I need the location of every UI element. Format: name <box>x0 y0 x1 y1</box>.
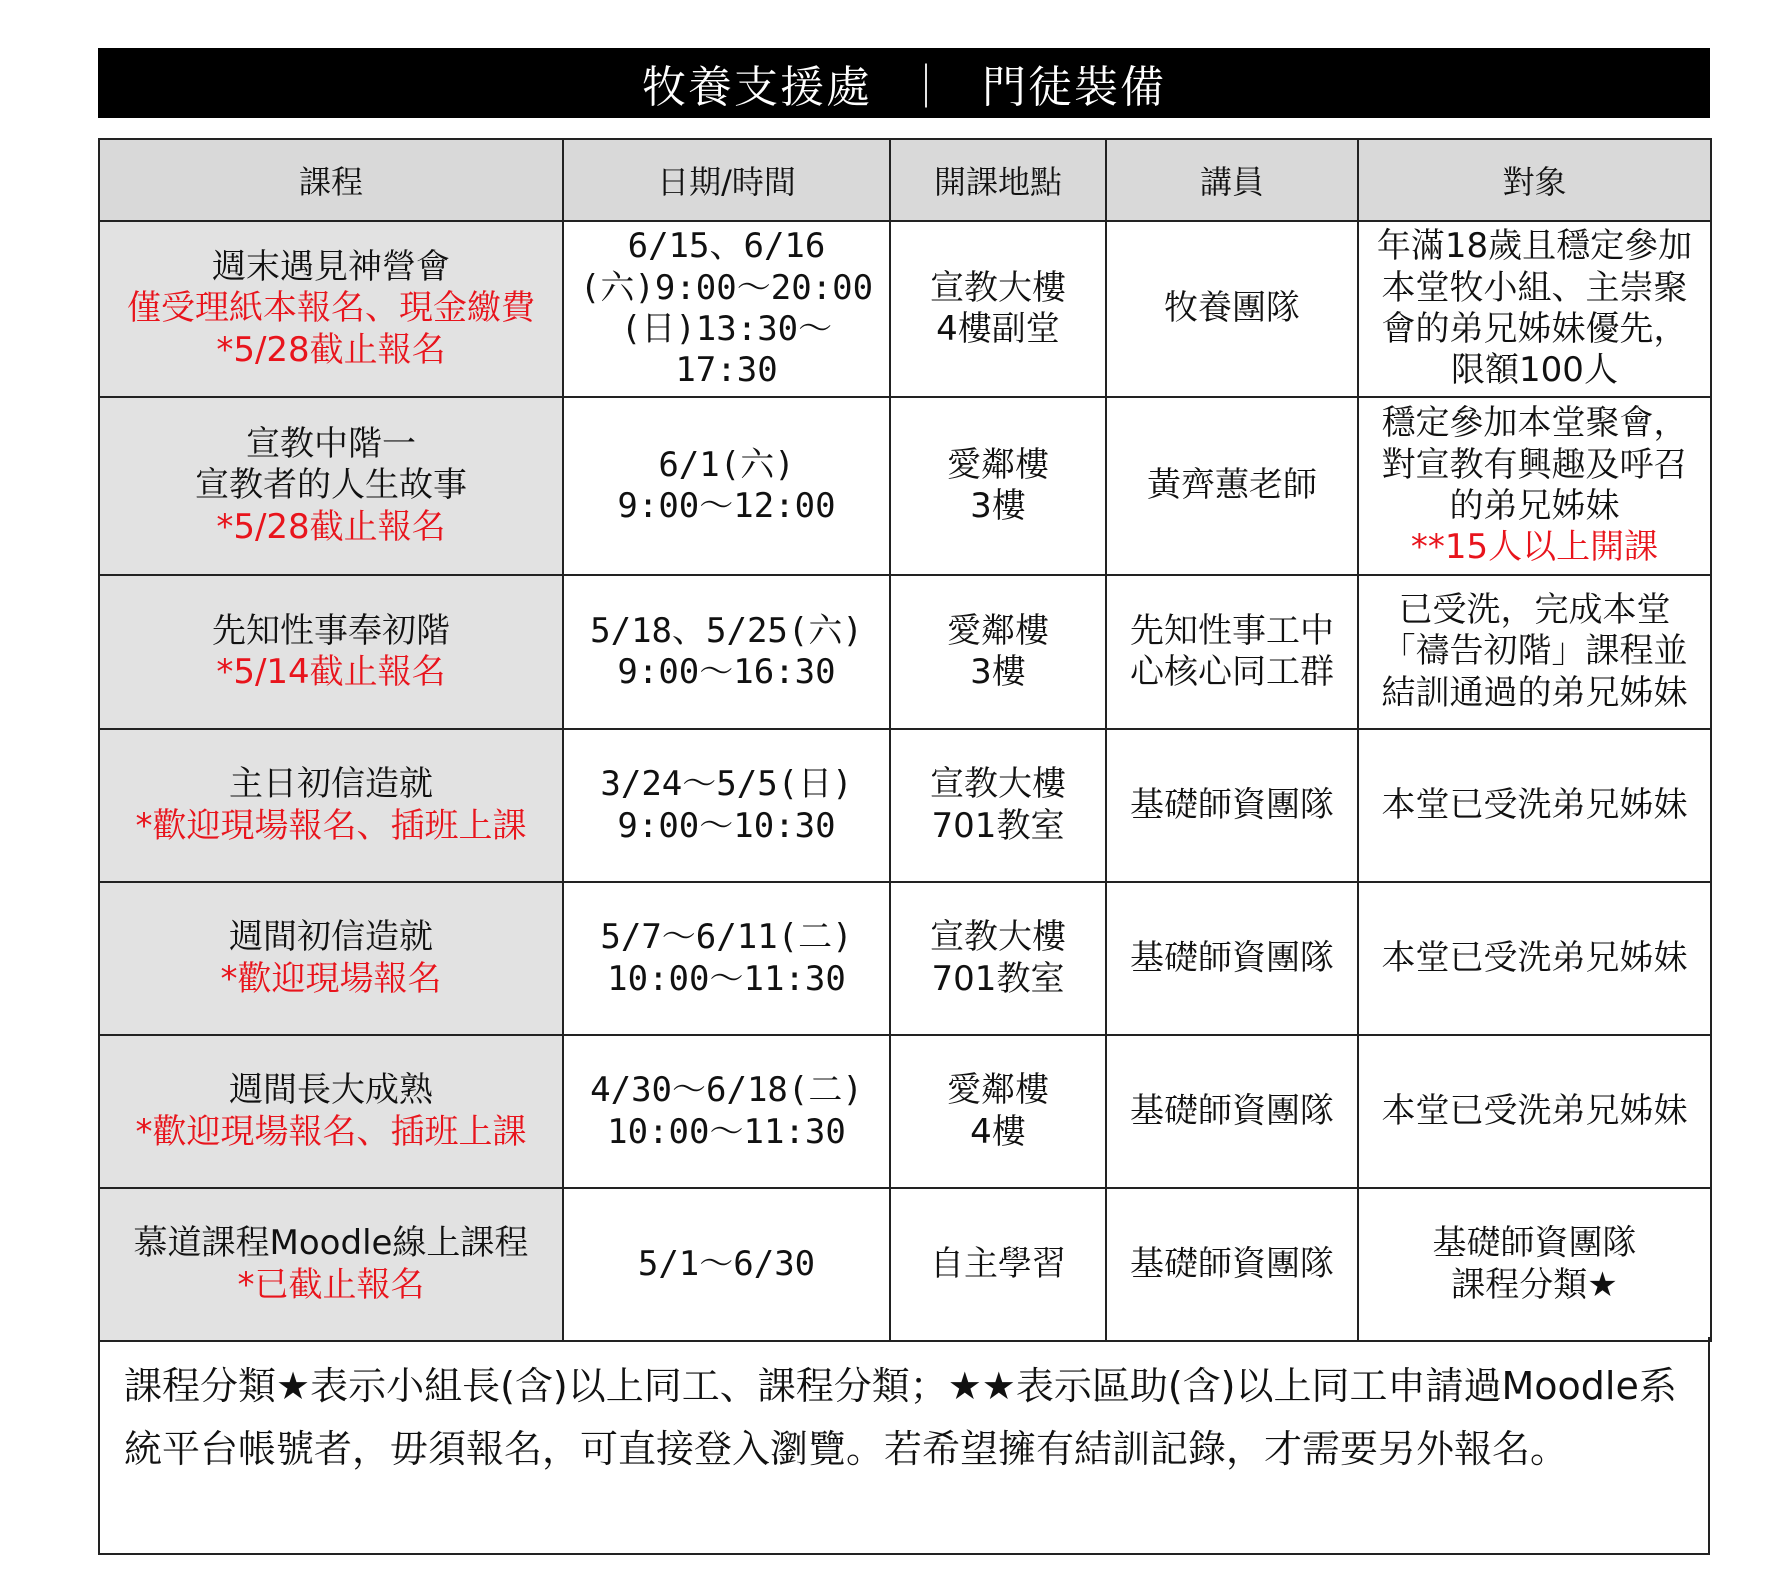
speaker-cell <box>1106 1035 1358 1188</box>
table-row <box>99 882 1711 1035</box>
location-line: 3樓 <box>970 486 1026 526</box>
target-line: 本堂已受洗弟兄姊妹 <box>1381 937 1688 978</box>
location-cell <box>890 729 1106 882</box>
course-cell <box>99 729 563 882</box>
time-cell <box>563 221 890 397</box>
time-cell <box>563 575 890 729</box>
course-note: *已截止報名 <box>237 1264 425 1305</box>
location-line: 自主學習 <box>930 1243 1066 1284</box>
location-cell <box>890 1035 1106 1188</box>
target-line: 結訓通過的弟兄姊妹 <box>1381 672 1688 713</box>
course-note: *歡迎現場報名、插班上課 <box>135 805 527 846</box>
time-line: 10:00～11:30 <box>607 1111 846 1152</box>
course-name: 先知性事奉初階 <box>212 610 450 651</box>
speaker-line: 牧養團隊 <box>1164 288 1300 329</box>
speaker-cell <box>1106 729 1358 882</box>
location-line: 愛鄰樓 <box>947 1070 1049 1111</box>
title-right: 門徒裝備 <box>982 62 1166 113</box>
table-row <box>99 1035 1711 1188</box>
column-header-speaker: 講員 <box>1106 139 1358 221</box>
course-name: 週末遇見神營會 <box>212 246 450 287</box>
target-cell <box>1358 1188 1711 1341</box>
page-title-bar <box>98 48 1710 118</box>
time-line: 9:00～16:30 <box>617 652 836 692</box>
course-cell <box>99 575 563 729</box>
target-line: 穩定參加本堂聚會， <box>1381 403 1688 444</box>
time-line: 6/15、6/16 <box>627 226 826 267</box>
location-line: 愛鄰樓 <box>947 610 1049 651</box>
target-cell <box>1358 575 1711 729</box>
speaker-line: 基礎師資團隊 <box>1130 937 1334 978</box>
location-line: 4樓 <box>970 1111 1026 1152</box>
target-line: 對宣教有興趣及呼召 <box>1381 444 1688 485</box>
speaker-line: 基礎師資團隊 <box>1130 1243 1334 1284</box>
time-line: 9:00～12:00 <box>617 486 836 526</box>
table-row <box>99 221 1711 397</box>
time-cell <box>563 882 890 1035</box>
time-line: (日)13:30～17:30 <box>620 309 833 391</box>
table-row <box>99 1188 1711 1341</box>
target-line: 本堂牧小組、主崇聚 <box>1381 267 1688 308</box>
course-note: *歡迎現場報名、插班上課 <box>135 1111 527 1152</box>
location-cell <box>890 575 1106 729</box>
location-line: 4樓副堂 <box>936 309 1060 349</box>
time-line: 4/30～6/18(二) <box>590 1070 863 1111</box>
target-line: 本堂已受洗弟兄姊妹 <box>1381 1090 1688 1131</box>
course-name: 主日初信造就 <box>229 764 433 805</box>
target-line: 本堂已受洗弟兄姊妹 <box>1381 784 1688 825</box>
target-cell <box>1358 729 1711 882</box>
target-line: 「禱告初階」課程並 <box>1381 631 1688 672</box>
course-note: 僅受理紙本報名、現金繳費 <box>127 288 535 329</box>
location-cell <box>890 1188 1106 1341</box>
table-row <box>99 729 1711 882</box>
location-line: 701教室 <box>931 958 1065 999</box>
time-line: 6/1(六) <box>658 444 795 485</box>
time-line: 5/18、5/25(六) <box>590 610 863 651</box>
target-line: 基礎師資團隊 <box>1432 1223 1637 1264</box>
time-cell <box>563 1188 890 1341</box>
time-line: (六)9:00～20:00 <box>579 267 874 308</box>
speaker-line: 心核心同工群 <box>1130 652 1334 692</box>
time-line: 9:00～10:30 <box>617 805 836 846</box>
speaker-cell <box>1106 397 1358 575</box>
table-row <box>99 575 1711 729</box>
target-line: 已受洗，完成本堂 <box>1398 589 1671 630</box>
table-row <box>99 397 1711 575</box>
location-cell <box>890 221 1106 397</box>
course-name-line2: 宣教者的人生故事 <box>195 465 467 506</box>
time-line: 10:00～11:30 <box>607 958 846 999</box>
course-cell <box>99 1035 563 1188</box>
target-note: **15人以上開課 <box>1410 527 1659 568</box>
target-cell <box>1358 882 1711 1035</box>
speaker-cell <box>1106 575 1358 729</box>
speaker-line: 基礎師資團隊 <box>1130 1090 1334 1131</box>
time-cell <box>563 729 890 882</box>
target-line: 年滿18歲且穩定參加 <box>1376 226 1693 267</box>
course-note: *歡迎現場報名 <box>220 958 442 999</box>
time-cell <box>563 397 890 575</box>
target-cell <box>1358 221 1711 397</box>
location-line: 701教室 <box>931 805 1065 846</box>
speaker-cell <box>1106 1188 1358 1341</box>
time-line: 5/7～6/11(二) <box>600 917 853 958</box>
course-note: *5/28截止報名 <box>216 506 446 547</box>
location-cell <box>890 882 1106 1035</box>
target-line: 限額100人 <box>1451 350 1618 391</box>
location-line: 愛鄰樓 <box>947 444 1049 485</box>
course-note: *5/28截止報名 <box>216 329 446 370</box>
column-header-location: 開課地點 <box>890 139 1106 221</box>
speaker-line: 基礎師資團隊 <box>1130 784 1334 825</box>
title-separator: ｜ <box>904 62 950 113</box>
location-line: 宣教大樓 <box>930 764 1066 805</box>
column-header-course: 課程 <box>99 139 563 221</box>
target-line: 會的弟兄姊妹優先， <box>1381 309 1688 349</box>
time-cell <box>563 1035 890 1188</box>
course-cell <box>99 882 563 1035</box>
course-cell <box>99 221 563 397</box>
title-left: 牧養支援處 <box>642 62 872 113</box>
target-cell <box>1358 1035 1711 1188</box>
course-note: *5/14截止報名 <box>216 652 446 692</box>
speaker-cell <box>1106 882 1358 1035</box>
table-header-row <box>99 139 1711 221</box>
target-line: 的弟兄姊妹 <box>1449 486 1620 526</box>
location-line: 宣教大樓 <box>930 917 1066 958</box>
speaker-line: 黃齊蕙老師 <box>1147 465 1317 506</box>
speaker-line: 先知性事工中 <box>1130 610 1334 651</box>
time-line: 5/1～6/30 <box>637 1243 816 1284</box>
target-line: 課程分類★ <box>1451 1264 1618 1305</box>
course-name: 週間初信造就 <box>229 917 433 958</box>
time-line: 3/24～5/5(日) <box>600 764 853 805</box>
course-name: 慕道課程Moodle線上課程 <box>133 1223 529 1264</box>
course-name: 週間長大成熟 <box>229 1070 433 1111</box>
target-cell <box>1358 397 1711 575</box>
course-name: 宣教中階一 <box>246 423 416 464</box>
course-cell <box>99 397 563 575</box>
course-table <box>98 138 1712 1342</box>
column-header-target: 對象 <box>1358 139 1711 221</box>
location-line: 3樓 <box>970 652 1026 692</box>
location-cell <box>890 397 1106 575</box>
course-cell <box>99 1188 563 1341</box>
location-line: 宣教大樓 <box>930 267 1066 308</box>
column-header-time: 日期/時間 <box>563 139 890 221</box>
footnote: 課程分類★表示小組長(含)以上同工、課程分類；★★表示區助(含)以上同工申請過Moodle系統平台帳號者，毋須報名，可直接登入瀏覽。若希望擁有結訓記錄，才需要另外報名。 <box>98 1337 1710 1555</box>
speaker-cell <box>1106 221 1358 397</box>
